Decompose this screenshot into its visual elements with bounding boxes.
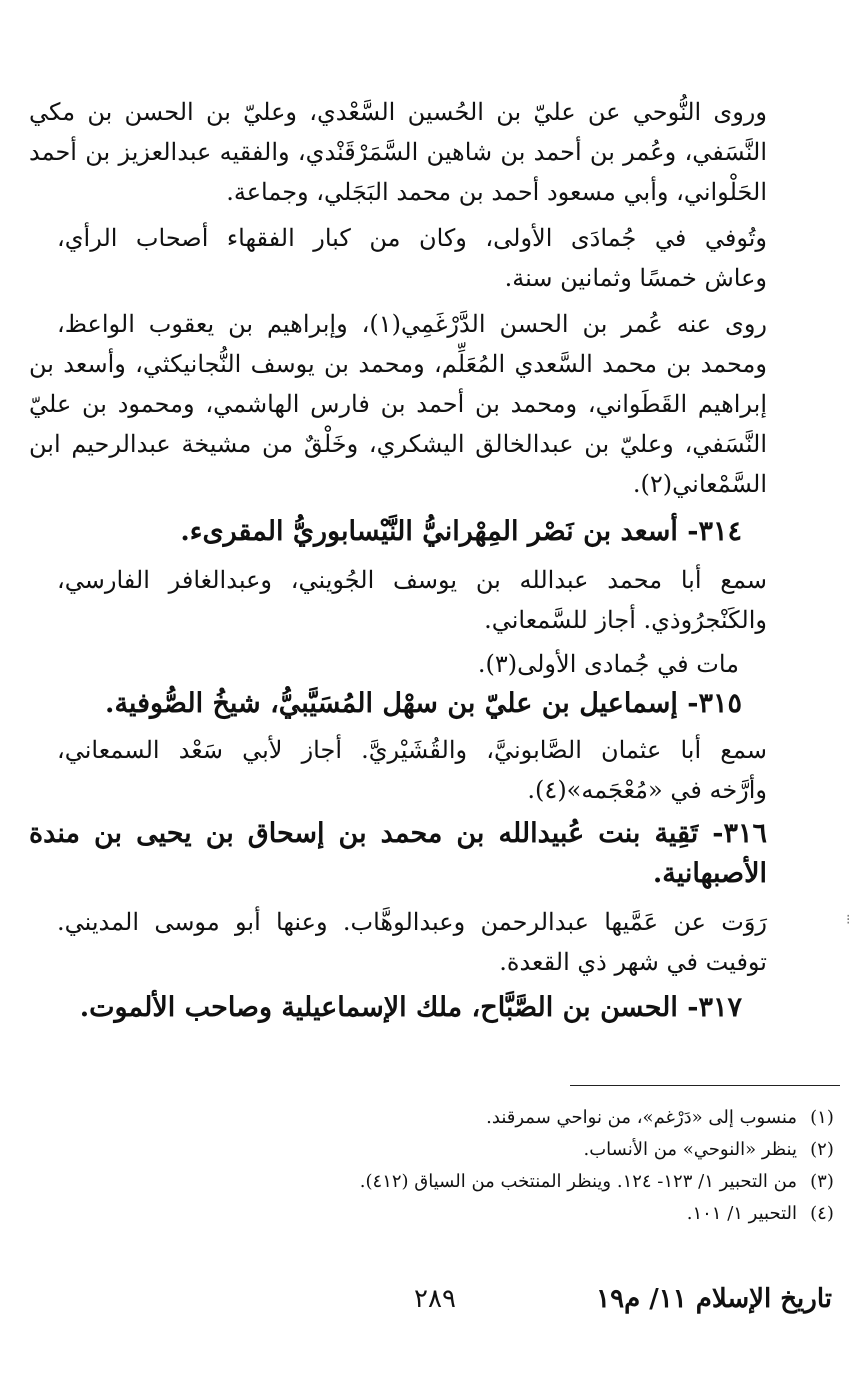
footnote-number: (٢) [810,1139,834,1160]
body-line: سمع أبا عثمان الصَّابونيَّ، والقُشَيْريَّ. أجاز لأبي سَعْد السمعاني، [57,736,767,764]
page-number: ٢٨٩ [414,1284,456,1314]
body-line: وأرَّخه في «مُعْجَمه»(٤). [527,776,767,804]
entry-heading-315: ٣١٥- إسماعيل بن عليّ بن سهْل المُسَيَّبيُّ، شيخُ الصُّوفية. [105,688,742,719]
footnote-text: التحبير ١/ ١٠١. [686,1203,797,1224]
entry-heading-317: ٣١٧- الحسن بن الصَّبَّاح، ملك الإسماعيلية وصاحب الألموت. [79,992,742,1023]
body-line: والكَنْجرُوذي. أجاز للسَّمعاني. [484,606,767,634]
entry-heading-314: ٣١٤- أسعد بن نَصْر المِهْرانيُّ النَّيْسابوريُّ المقرىء. [180,516,742,547]
footnote [37,1137,837,1163]
footnote-divider [570,1085,840,1086]
body-line: توفيت في شهر ذي القعدة. [499,948,767,976]
footnote-text: ينظر «النوحي» من الأنساب. [583,1139,797,1160]
body-line: النَّسَفي، وعليّ بن عبدالخالق اليشكري، وخَلْقٌ من مشيخة عبدالرحيم ابن [29,430,767,458]
body-line: رَوَت عن عَمَّيها عبدالرحمن وعبدالوهَّاب. وعنها أبو موسى المديني. [57,908,767,936]
footnote-text: منسوب إلى «دَرْغم»، من نواحي سمرقند. [486,1107,797,1128]
body-line: وعاش خمسًا وثمانين سنة. [504,264,767,292]
body-line: روى عنه عُمر بن الحسن الدَّرْغَمِي(١)، وإبراهيم بن يعقوب الواعظ، [57,310,767,338]
footnote-number: (٣) [810,1171,834,1192]
body-line: مات في جُمادى الأولى(٣). [477,650,739,678]
footnote [37,1201,837,1227]
body-line: وتُوفي في جُمادَى الأولى، وكان من كبار الفقهاء أصحاب الرأي، [57,224,767,252]
body-line: سمع أبا محمد عبدالله بن يوسف الجُويني، وعبدالغافر الفارسي، [57,566,767,594]
body-line: ومحمد بن محمد السَّعدي المُعَلِّم، ومحمد بن يوسف النُّجانيكثي، وأسعد بن [29,350,767,378]
margin-mark: ⁝ [846,912,851,928]
body-line: وروى النُّوحي عن عليّ بن الحُسين السَّعْدي، وعليّ بن الحسن بن مكي [29,98,767,126]
footnote [37,1169,837,1195]
footnote [37,1105,837,1131]
footnote-number: (٤) [810,1203,834,1224]
body-line: إبراهيم القَطَواني، ومحمد بن أحمد بن فارس الهاشمي، ومحمود بن عليّ [29,390,767,418]
body-line: النَّسَفي، وعُمر بن أحمد بن شاهين السَّمَرْقَنْدي، والفقيه عبدالعزيز بن أحمد [29,138,767,166]
book-title-footer: تاريخ الإسلام ١١/ م١٩ [596,1284,832,1314]
footnote-number: (١) [810,1107,834,1128]
entry-heading-316: ٣١٦- تَقِية بنت عُبيدالله بن محمد بن إسحاق بن يحيى بن مندة [29,818,767,849]
body-line: الحَلْواني، وأبي مسعود أحمد بن محمد البَجَلي، وجماعة. [226,178,767,206]
entry-heading-316-cont: الأصبهانية. [652,858,767,889]
body-line: السَّمْعاني(٢). [632,470,767,498]
footnote-text: من التحبير ١/ ١٢٣- ١٢٤. وينظر المنتخب من السياق (٤١٢). [359,1171,797,1192]
